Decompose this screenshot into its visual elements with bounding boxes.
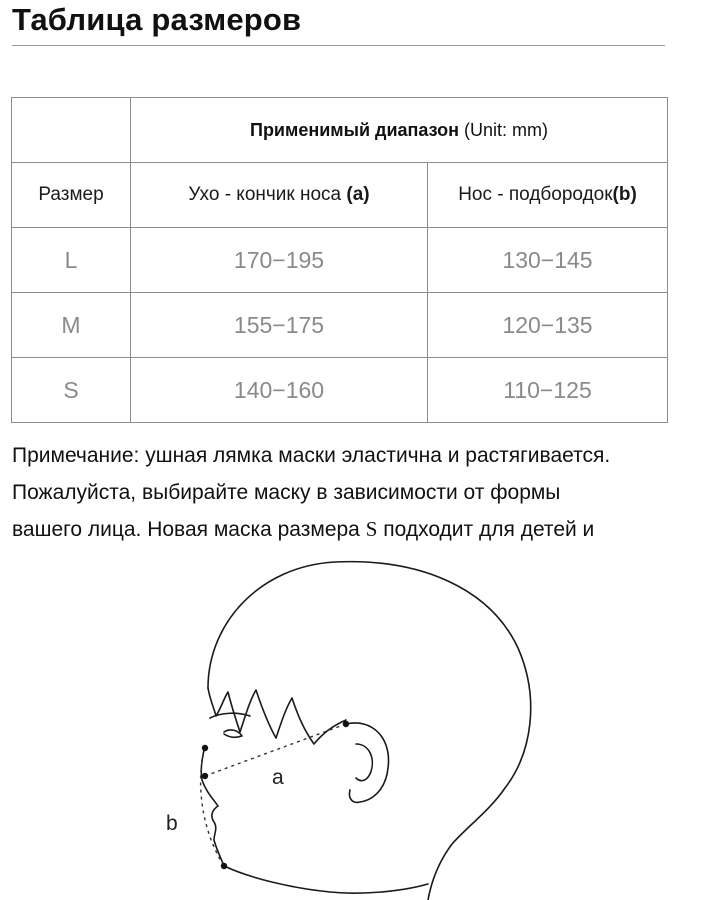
ear-inner xyxy=(356,744,372,781)
size-cell: S xyxy=(12,358,131,423)
note-line-1: Примечание: ушная лямка маски эластична и растягивается. xyxy=(12,444,611,467)
range-header-unit: (Unit: mm) xyxy=(464,119,549,140)
ear-point xyxy=(343,721,349,727)
table-row xyxy=(12,358,668,423)
table-row xyxy=(12,228,668,293)
label-a: a xyxy=(272,766,284,789)
size-cell: M xyxy=(12,293,131,358)
note-paragraph xyxy=(12,437,712,548)
nose-chin-cell: 110−125 xyxy=(428,358,668,423)
jaw-line xyxy=(224,866,428,893)
chin-point xyxy=(221,863,227,869)
nose-chin-cell: 120−135 xyxy=(428,293,668,358)
ear-nose-tag: (a) xyxy=(346,184,370,205)
nose-chin-column-header xyxy=(428,163,668,228)
ear-nose-label: Ухо - кончик носа xyxy=(188,184,342,205)
range-header xyxy=(131,98,668,163)
nose-bridge-point xyxy=(202,745,208,751)
range-header-label: Применимый диапазон xyxy=(250,119,459,140)
title-divider xyxy=(12,45,665,46)
nose-tip-point xyxy=(202,773,208,779)
size-column-header: Размер xyxy=(12,163,131,228)
child-profile-illustration xyxy=(0,548,722,900)
nose-chin-label: Нос - подбородок xyxy=(458,184,613,205)
table-header-row-range xyxy=(12,98,668,163)
size-cell: L xyxy=(12,228,131,293)
note-size-letter: S xyxy=(365,517,378,541)
nose-chin-tag: (b) xyxy=(612,184,637,205)
face-profile xyxy=(201,746,224,866)
ear xyxy=(346,723,389,802)
note-line-3-end: подходит для детей и xyxy=(377,518,595,541)
label-b: b xyxy=(166,812,178,835)
note-line-3-start: вашего лица. Новая маска размера xyxy=(12,518,366,541)
nose-chin-cell: 130−145 xyxy=(428,228,668,293)
ear-nose-cell: 155−175 xyxy=(131,293,428,358)
ear-nose-column-header xyxy=(131,163,428,228)
page-title: Таблица размеров xyxy=(12,2,302,37)
measurement-line-b xyxy=(201,748,224,866)
note-line-3 xyxy=(12,511,712,548)
size-table xyxy=(11,97,668,423)
table-header-row-columns xyxy=(12,163,668,228)
head-outline xyxy=(208,562,531,900)
ear-nose-cell: 170−195 xyxy=(131,228,428,293)
note-line-2: Пожалуйста, выбирайте маску в зависимости от формы xyxy=(12,481,561,504)
table-row xyxy=(12,293,668,358)
ear-nose-cell: 140−160 xyxy=(131,358,428,423)
table-corner-cell xyxy=(12,98,131,163)
